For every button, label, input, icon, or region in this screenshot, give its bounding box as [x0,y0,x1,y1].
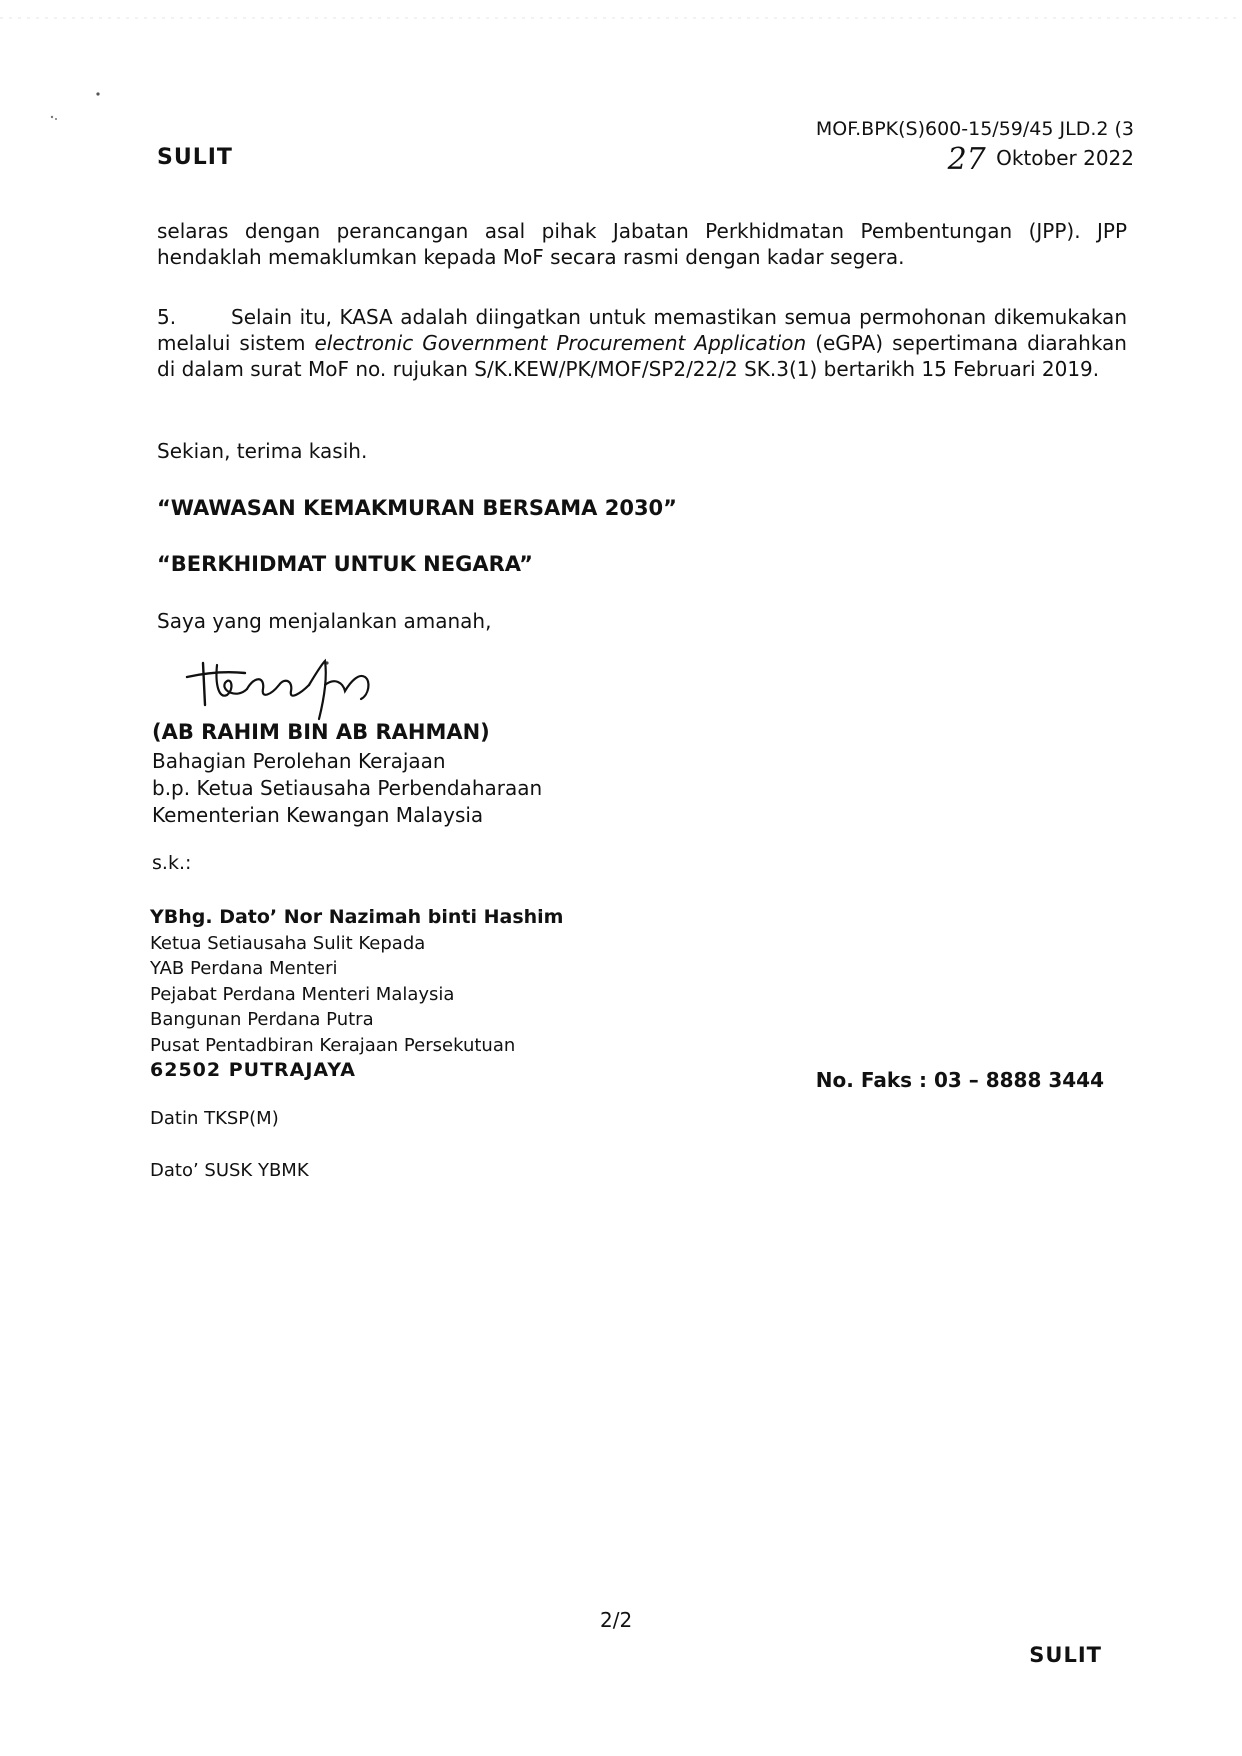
cc-recipient-address [150,905,563,1084]
cc-label: s.k.: [152,852,192,874]
paragraph-5 [157,304,1127,382]
cc-recipient-line: Bangunan Perdana Putra [150,1009,374,1030]
classification-top: SULIT [157,145,233,170]
trust-line: Saya yang menjalankan amanah, [157,609,492,633]
motto-berkhidmat: “BERKHIDMAT UNTUK NEGARA” [157,552,533,576]
fax-number: No. Faks : 03 – 8888 3444 [815,1068,1104,1092]
paragraph-5-number: 5. [157,305,177,329]
reference-number: MOF.BPK(S)600-15/59/45 JLD.2 (3 [815,118,1134,140]
page-number: 2/2 [600,1608,633,1632]
paragraph-5-italic: electronic Government Procurement Application [314,331,807,355]
signatory-on-behalf: b.p. Ketua Setiausaha Perbendaharaan [152,776,543,800]
cc-copy-datin: Datin TKSP(M) [150,1108,279,1129]
classification-bottom: SULIT [1029,1643,1102,1667]
cc-recipient-city: 62502 PUTRAJAYA [150,1059,356,1081]
signatory-division: Bahagian Perolehan Kerajaan [152,749,446,773]
paragraph-5-text-b: (eGPA) sepertimana diarahkan di dalam surat MoF no. rujukan S/K.KEW/PK/MOF/SP2/22/2 SK.3(1) bertarikh 15 Februari 2019. [157,331,1127,381]
motto-wawasan: “WAWASAN KEMAKMURAN BERSAMA 2030” [157,496,677,520]
paragraph-5-text-a: Selain itu, KASA adalah diingatkan untuk memastikan semua permohonan dikemukakan melalui sistem [157,305,1127,355]
cc-recipient-line: Ketua Setiausaha Sulit Kepada [150,932,426,954]
signatory-ministry: Kementerian Kewangan Malaysia [152,803,484,827]
signatory-details [152,748,542,829]
cc-recipient-line: Pejabat Perdana Menteri Malaysia [150,983,455,1005]
date-day: 27 [947,142,986,177]
handwritten-signature [175,655,405,725]
closing-line: Sekian, terima kasih. [157,439,368,463]
cc-recipient-line: YAB Perdana Menteri [150,958,338,979]
cc-recipient-line: Pusat Pentadbiran Kerajaan Persekutuan [150,1034,516,1056]
date-month-year: Oktober 2022 [996,146,1134,170]
cc-recipient-name: YBhg. Dato’ Nor Nazimah binti Hashim [150,906,564,928]
cc-copy-dato: Dato’ SUSK YBMK [150,1160,309,1181]
letter-date [948,142,1134,177]
signatory-name: (AB RAHIM BIN AB RAHMAN) [152,720,490,744]
paragraph-continuation: selaras dengan perancangan asal pihak Jabatan Perkhidmatan Pembentungan (JPP). JPP hendaklah memaklumkan kepada MoF secara rasmi dengan kadar segera. [157,219,1127,269]
